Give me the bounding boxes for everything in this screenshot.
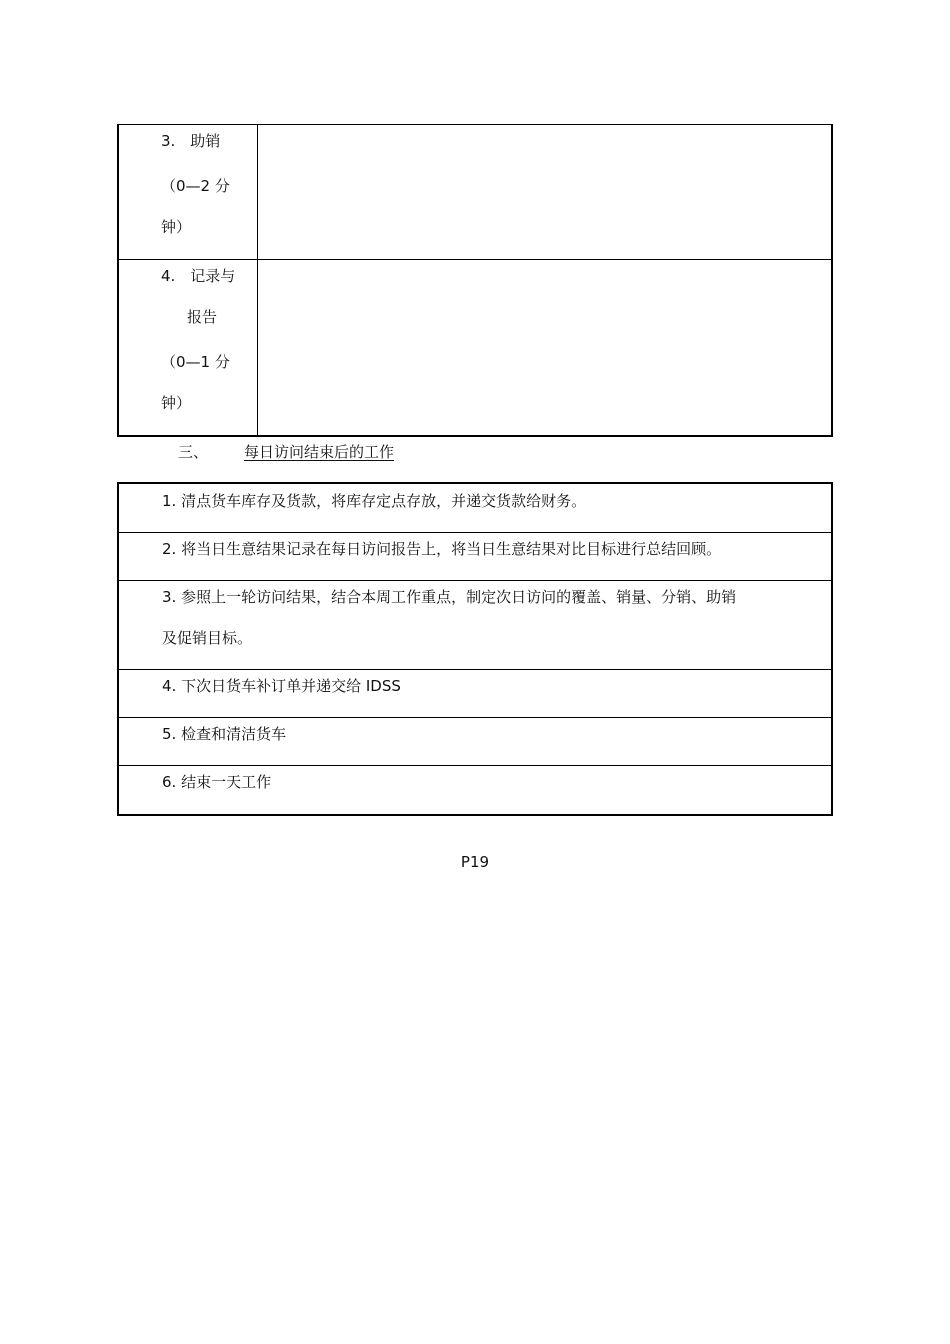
step-content-cell xyxy=(258,260,831,436)
step-label-line: 报告 xyxy=(187,308,218,326)
table-row xyxy=(119,670,831,718)
table-row xyxy=(119,533,831,581)
table-row xyxy=(119,766,831,814)
procedure-table xyxy=(117,124,833,437)
task-text: 1. 清点货车库存及货款，将库存定点存放，并递交货款给财务。 xyxy=(162,492,587,510)
step-label-line: （0—2 分 xyxy=(161,177,230,195)
task-text: 5. 检查和清洁货车 xyxy=(162,725,287,743)
step-label-line: （0—1 分 xyxy=(161,353,230,371)
step-label-line: 钟） xyxy=(161,394,192,412)
table-row xyxy=(119,718,831,766)
task-text: 6. 结束一天工作 xyxy=(162,773,272,791)
task-text: 2. 将当日生意结果记录在每日访问报告上，将当日生意结果对比目标进行总结回顾。 xyxy=(162,540,722,558)
table-row xyxy=(119,581,831,670)
table-row xyxy=(119,125,831,260)
task-text-continued: 及促销目标。 xyxy=(162,629,253,647)
task-text: 3. 参照上一轮访问结果，结合本周工作重点，制定次日访问的覆盖、销量、分销、助销 xyxy=(162,588,737,606)
table-row xyxy=(119,260,831,436)
page-number: P19 xyxy=(460,853,490,871)
step-label-cell xyxy=(119,125,258,259)
step-content-cell xyxy=(258,125,831,259)
step-label-line: 4. 记录与 xyxy=(161,267,236,285)
section-title: 每日访问结束后的工作 xyxy=(244,443,395,461)
end-of-day-task-table xyxy=(117,482,833,816)
step-label-cell xyxy=(119,260,258,436)
section-number: 三、 xyxy=(178,443,209,461)
task-text: 4. 下次日货车补订单并递交给 IDSS xyxy=(162,677,401,695)
step-label-line: 钟） xyxy=(161,218,192,236)
step-label-line: 3. 助销 xyxy=(161,132,221,150)
table-row xyxy=(119,484,831,533)
